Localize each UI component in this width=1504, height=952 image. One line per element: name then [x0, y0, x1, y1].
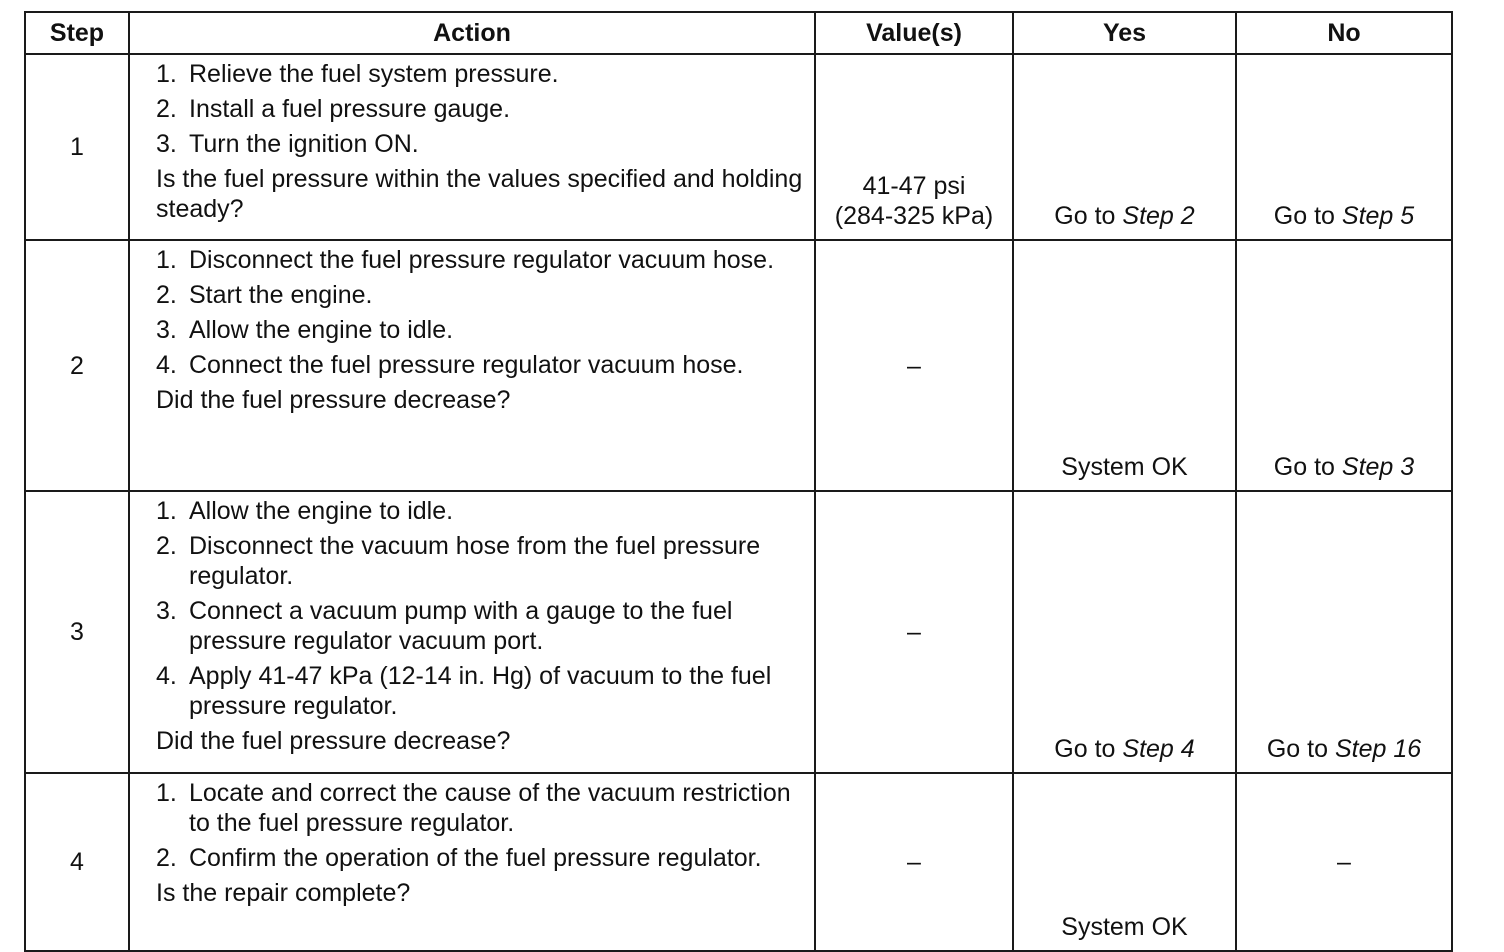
item-text: Relieve the fuel system pressure. [189, 60, 559, 88]
yes-cell: System OK [1013, 240, 1236, 491]
table-row-step-1 [25, 54, 1452, 240]
value-cell: – [815, 491, 1013, 773]
action-cell [129, 491, 815, 773]
item-number: 1. [156, 779, 177, 807]
action-item [156, 245, 804, 275]
table-row-step-4 [25, 773, 1452, 951]
action-item [156, 315, 804, 345]
header-yes: Yes [1013, 12, 1236, 54]
step-number: 2 [25, 240, 129, 491]
step-number: 4 [25, 773, 129, 951]
value-psi: 41-47 psi [862, 172, 966, 200]
no-step-link: Step 3 [1341, 453, 1415, 481]
header-no: No [1236, 12, 1452, 54]
yes-prefix: Go to [1054, 735, 1116, 763]
action-question: Is the fuel pressure within the values specified and holding steady? [156, 165, 803, 223]
value-cell [815, 54, 1013, 240]
action-item [156, 129, 804, 159]
yes-step-link: Step 2 [1122, 202, 1195, 230]
yes-step-link: Step 4 [1122, 735, 1195, 763]
item-number: 1. [156, 497, 177, 525]
item-number: 3. [156, 130, 177, 158]
step-number: 3 [25, 491, 129, 773]
item-number: 2. [156, 532, 177, 560]
diagnostic-table [24, 11, 1453, 952]
action-item [156, 531, 804, 591]
value-kpa: (284-325 kPa) [834, 202, 994, 230]
no-step-link: Step 5 [1341, 202, 1415, 230]
action-item [156, 280, 804, 310]
item-text: Allow the engine to idle. [189, 497, 454, 525]
item-text: Disconnect the vacuum hose from the fuel pressure regulator. [189, 532, 761, 590]
header-values: Value(s) [815, 12, 1013, 54]
item-number: 4. [156, 351, 177, 379]
action-cell [129, 240, 815, 491]
item-number: 3. [156, 316, 177, 344]
item-text: Connect the fuel pressure regulator vacuum hose. [189, 351, 744, 379]
table-row-step-3 [25, 491, 1452, 773]
item-number: 2. [156, 281, 177, 309]
item-text: Start the engine. [189, 281, 373, 309]
item-number: 2. [156, 95, 177, 123]
no-cell: – [1236, 773, 1452, 951]
action-cell [129, 773, 815, 951]
table-row-step-2 [25, 240, 1452, 491]
action-item [156, 596, 804, 656]
item-number: 2. [156, 844, 177, 872]
yes-cell: System OK [1013, 773, 1236, 951]
value-cell: – [815, 773, 1013, 951]
action-item [156, 843, 804, 873]
step-number: 1 [25, 54, 129, 240]
item-number: 1. [156, 246, 177, 274]
action-question: Did the fuel pressure decrease? [156, 727, 511, 755]
item-text: Confirm the operation of the fuel pressure regulator. [189, 844, 762, 872]
action-item [156, 59, 804, 89]
action-question: Did the fuel pressure decrease? [156, 386, 511, 414]
header-row [25, 12, 1452, 54]
item-number: 3. [156, 597, 177, 625]
header-action: Action [129, 12, 815, 54]
item-text: Disconnect the fuel pressure regulator vacuum hose. [189, 246, 775, 274]
action-item [156, 661, 804, 721]
header-step: Step [25, 12, 129, 54]
no-prefix: Go to [1266, 735, 1328, 763]
action-item [156, 94, 804, 124]
action-item [156, 350, 804, 380]
no-step-link: Step 16 [1334, 735, 1422, 763]
action-cell [129, 54, 815, 240]
item-number: 4. [156, 662, 177, 690]
no-prefix: Go to [1273, 453, 1335, 481]
item-text: Connect a vacuum pump with a gauge to the fuel pressure regulator vacuum port. [189, 597, 733, 655]
yes-prefix: Go to [1054, 202, 1116, 230]
item-text: Turn the ignition ON. [189, 130, 419, 158]
no-cell [1236, 54, 1452, 240]
action-item [156, 778, 804, 838]
yes-cell [1013, 54, 1236, 240]
item-text: Locate and correct the cause of the vacuum restriction to the fuel pressure regulator. [189, 779, 791, 837]
value-cell: – [815, 240, 1013, 491]
item-text: Allow the engine to idle. [189, 316, 454, 344]
item-text: Install a fuel pressure gauge. [189, 95, 511, 123]
no-cell [1236, 491, 1452, 773]
yes-cell [1013, 491, 1236, 773]
item-text: Apply 41-47 kPa (12-14 in. Hg) of vacuum to the fuel pressure regulator. [189, 662, 772, 720]
item-number: 1. [156, 60, 177, 88]
no-cell [1236, 240, 1452, 491]
action-question: Is the repair complete? [156, 879, 411, 907]
action-item [156, 496, 804, 526]
no-prefix: Go to [1273, 202, 1335, 230]
